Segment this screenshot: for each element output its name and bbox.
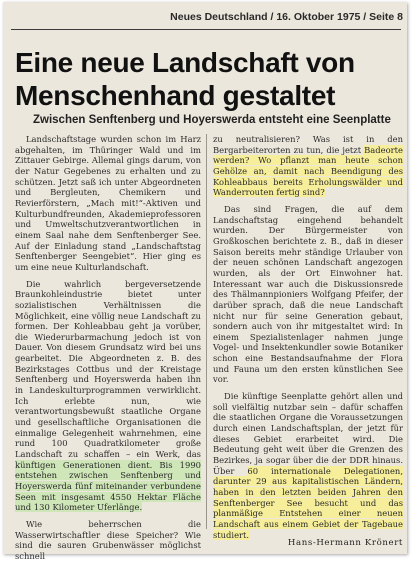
paragraph (213, 391, 403, 540)
highlighted-text: 60 internationale Delegationen, darunter 29 aus kapitalistischen Ländern, haben in den letzten beiden Jahren den Senftenberger See besucht und das planmäßige Entstehen einer neuen Landschaft aus einem Gebiet der Tagebaue studiert. (213, 465, 403, 540)
highlighted-text: künftigen Generationen dient. Bis 1990 entstehen zwischen Senftenberg und Hoyerswerda fünf miteinander verbundene Seen mit insgesamt 4550 Hektar Fläche und 130 Kilometer Uferlänge. (15, 459, 201, 513)
article-subheadline: Zwischen Senftenberg und Hoyerswerda entsteht eine Seenplatte (33, 114, 391, 126)
paragraph: Landschaftstage wurden schon im Harz abgehalten, im Thüringer Wald und im Zittauer Gebirge. Allemal gings darum, von der Natur Gegebenes zu erhalten und zu schützen. Jetzt saß ich unter Abgeordneten und Bergleuten, Chemikern und Revierförstern, „Mach mit!“-Aktiven und Kulturbundfreunden, Akademieprofessoren und Umweltschutzverantwortlichen in einem Saal nahe dem Senftenberger See. Auf der Einladung stand „Landschaftstag Senftenberger Seengebiet“. Hier ging es um eine neue Kulturlandschaft. (15, 134, 201, 272)
paragraph (15, 279, 201, 513)
article-column-right (213, 134, 403, 546)
article-author: Hans-Hermann Krönert (287, 538, 403, 548)
paragraph: Wie beherrschen die Wasserwirtschaftler diese Speicher? Wie sind die sauren Grubenwässer möglichst schnell (15, 518, 201, 561)
header-rule (11, 29, 401, 30)
paragraph (213, 134, 403, 198)
paragraph: Das sind Fragen, die auf dem Landschaftstag eingehend behandelt wurden. Der Bürgermeister von Großkoschen berichtete z. B., daß in dieser Saison bereits mehr ständige Urlauber von der neuen schönen Landschaft angezogen wurden, als der Ort Einwohner hat. Interessant war auch die Diskussionsrede des Thälmannpioniers Wolfgang Pfeifer, der darüber sprach, daß die neue Landschaft nicht nur für seine Generation gebaut, sondern auch von ihr mitgestaltet wird: In einem Spezialistenlager nahmen junge Vogel- und Insektenkundler sowie Botaniker schon eine Bestandsaufnahme der Flora und Fauna um den ersten künstlichen See vor. (213, 203, 403, 385)
newspaper-clipping (3, 2, 407, 561)
article-column-left (15, 134, 201, 568)
paragraph-text: zu neutralisieren? Was ist in den Bergarbeiterorten zu tun, die jetzt (213, 134, 403, 155)
headline-line-2: Menschenhand gestaltet (15, 80, 336, 111)
column-divider (206, 134, 207, 529)
highlighted-text: Badeorte werden? Wo pflanzt man heute schon Gehölze an, damit nach Beendigung des Kohleabbaus bereits Erholungswälder und Wanderrouten fertig sind? (213, 144, 403, 198)
article-headline (15, 46, 401, 112)
paragraph-text: Die wahrlich bergeversetzende Braunkohleindustrie bietet unter sozialistischen Verhältnissen die Möglichkeit, eine völlig neue Landschaft zu formen. Der Kohleabbau geht ja vorüber, die Wiederurbarmachung jedoch ist von Dauer. Von diesem Grundsatz wird bei uns gearbeitet. Die Abgeordneten z. B. des Bezirkstages Cottbus und der Kreistage Senftenberg und Hoyerswerda haben ihn in Landeskulturprogrammen verwirklicht. Ich erlebte nun, wie verantwortungsbewußt staatliche Organe und gesellschaftliche Organisationen die einmalige Gelegenheit wahrnehmen, eine rund 100 Quadratkilometer große Landschaft zu schaffen – ein Werk, das (15, 278, 201, 460)
headline-line-1: Eine neue Landschaft von (15, 47, 355, 78)
masthead: Neues Deutschland / 16. Oktober 1975 / Seite 8 (170, 11, 403, 23)
paragraph-text: Die künftige Seenplatte gehört allen und soll vielfältig nutzbar sein – dafür schaffen die staatlichen Organe die Voraussetzungen durch einen Landschaftsplan, der jetzt für dieses Gebiet erarbeitet wird. Die Bedeutung geht weit über die Grenzen des Bezirkes, ja sogar über die der DDR hinaus. Über (213, 391, 403, 476)
